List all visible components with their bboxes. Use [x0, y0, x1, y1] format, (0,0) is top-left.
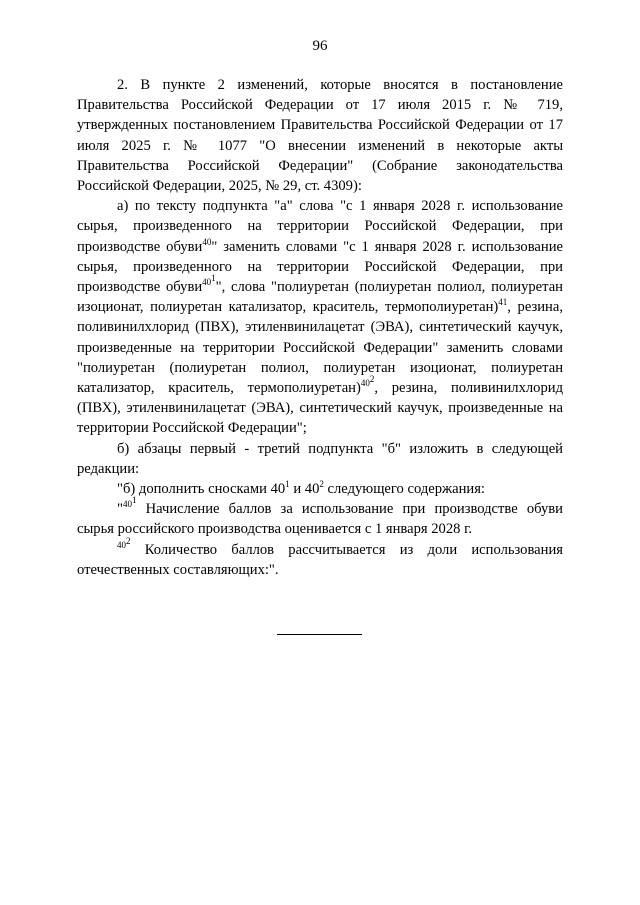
paragraph-subitem-a	[77, 196, 563, 438]
footnote-ref: 1	[285, 479, 290, 490]
end-separator-line	[277, 634, 362, 635]
footnote-40-1	[77, 495, 563, 539]
footnote-40-2	[77, 535, 563, 580]
footnote-ref: 401	[122, 495, 137, 510]
page-number: 96	[312, 38, 328, 54]
footnote-ref: 40	[202, 236, 212, 247]
paragraph-item-2: 2. В пункте 2 изменений, которые вносятся в постановление Правительства Российской Федерации от 17 июля 2015 г. № 719, утвержденных постановлением Правительства Российской Федерации от 17 июля 2025 г. № 1077 "О внесении изменений в некоторые акты Правительства Российской Федерации" (Собрание законодательства Российской Федерации, 2025, № 29, ст. 4309):	[77, 77, 563, 195]
paragraph-subitem-b: б) абзацы первый - третий подпункта "б" изложить в следующей редакции:	[77, 440, 563, 477]
text-run: а) по тексту подпункта "а" слова "с 1 января 2028 г. использование сырья, произведенного на территории Российской Федерации, при производстве обуви	[77, 198, 563, 255]
footnote-subref: 2	[126, 535, 131, 546]
footnote-subref: 1	[131, 495, 137, 506]
text-run: , резина, поливинилхлорид (ПВХ), этиленвинилацетат (ЭВА), синтетический каучук, произведенные на территории Российской Федерации" заменить словами "полиуретан (полиуретан полиол, полиуретан изоционат, полиуретан катализатор, краситель, термополиуретан)	[77, 299, 563, 397]
text-run: "	[117, 501, 123, 518]
text-run: "б) дополнить сносками 40	[117, 481, 286, 498]
paragraph-footnotes-intro	[77, 479, 563, 499]
footnote-ref: 401	[202, 273, 216, 288]
footnote-ref: 402	[360, 374, 375, 389]
text-run: " заменить словами "с 1 января 2028 г. использование сырья, произведенного на территории Российской Федерации, при производстве обуви	[77, 238, 563, 296]
text-run: и 40	[289, 481, 320, 498]
text-run: Количество баллов рассчитывается из доли использования отечественных составляющих:".	[77, 541, 563, 578]
footnote-subref: 1	[211, 273, 216, 284]
footnote-subref: 2	[369, 374, 375, 385]
text-run: Начисление баллов за использование при производстве обуви сырья российского производства оценивается с 1 января 2028 г.	[77, 501, 563, 538]
footnote-ref: 41	[498, 297, 508, 308]
text-run: , резина, поливинилхлорид (ПВХ), этиленвинилацетат (ЭВА), синтетический каучук, произведенные на территории Российской Федерации";	[77, 380, 563, 437]
text-run: ", слова "полиуретан (полиуретан полиол, полиуретан изоционат, полиуретан катализатор, краситель, термополиуретан)	[77, 279, 563, 316]
text-run: следующего содержания:	[323, 481, 485, 498]
document-body	[77, 75, 563, 580]
footnote-ref: 2	[319, 479, 324, 490]
footnote-ref: 402	[117, 535, 131, 550]
